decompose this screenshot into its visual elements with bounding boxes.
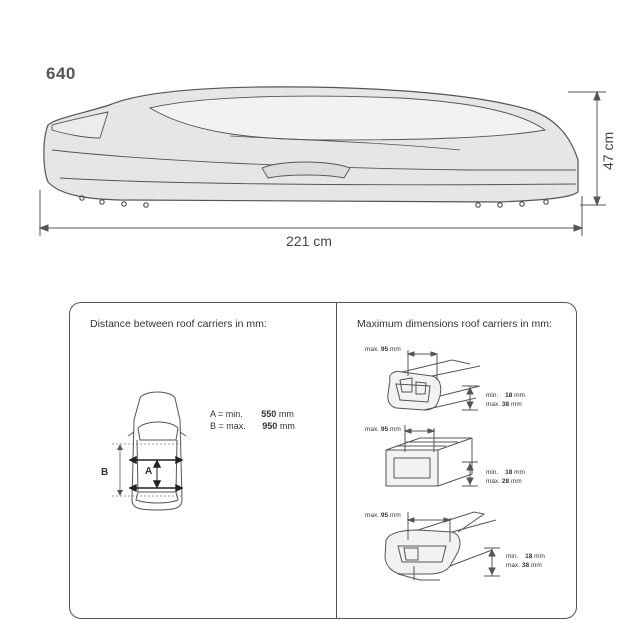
bar-2-max-label: max. 28 mm (486, 478, 522, 485)
right-panel-title: Maximum dimensions roof carriers in mm: (357, 318, 552, 330)
dim-b-letter: B (101, 467, 109, 478)
mount-hole (122, 202, 126, 206)
mount-hole (520, 202, 524, 206)
info-box (69, 302, 577, 619)
bar-1-min-label: min. 18 mm (486, 392, 525, 399)
panel-divider (336, 302, 337, 619)
spec-b (210, 421, 295, 431)
mount-hole (476, 203, 480, 207)
mount-hole (544, 200, 548, 204)
bar-3-width-label: max. 95 mm (365, 512, 401, 519)
dim-a-letter: A (145, 466, 153, 477)
roof-box-illustration (44, 87, 578, 207)
bar-2-min-label: min. 18 mm (486, 469, 525, 476)
spec-a (210, 409, 294, 419)
spec-b-label: B = max. (210, 421, 246, 431)
spec-a-label: A = min. (210, 409, 243, 419)
bar-2-width-label: max. 95 mm (365, 426, 401, 433)
spec-b-value: 950 (262, 421, 278, 431)
height-label: 47 cm (600, 131, 616, 170)
left-panel-title: Distance between roof carriers in mm: (90, 318, 267, 330)
bar-1-max-label: max. 38 mm (486, 401, 522, 408)
bar-1-width-label: max. 95 mm (365, 346, 401, 353)
spec-a-value: 550 (261, 409, 277, 419)
spec-b-unit: mm (279, 421, 295, 431)
model-number: 640 (46, 64, 76, 83)
bar-3-min-label: min. 18 mm (506, 553, 545, 560)
mount-hole (144, 203, 148, 207)
mount-hole (100, 200, 104, 204)
length-label: 221 cm (286, 233, 332, 249)
spec-a-unit: mm (278, 409, 294, 419)
mount-hole (498, 203, 502, 207)
bar-3-max-label: max. 38 mm (506, 562, 542, 569)
